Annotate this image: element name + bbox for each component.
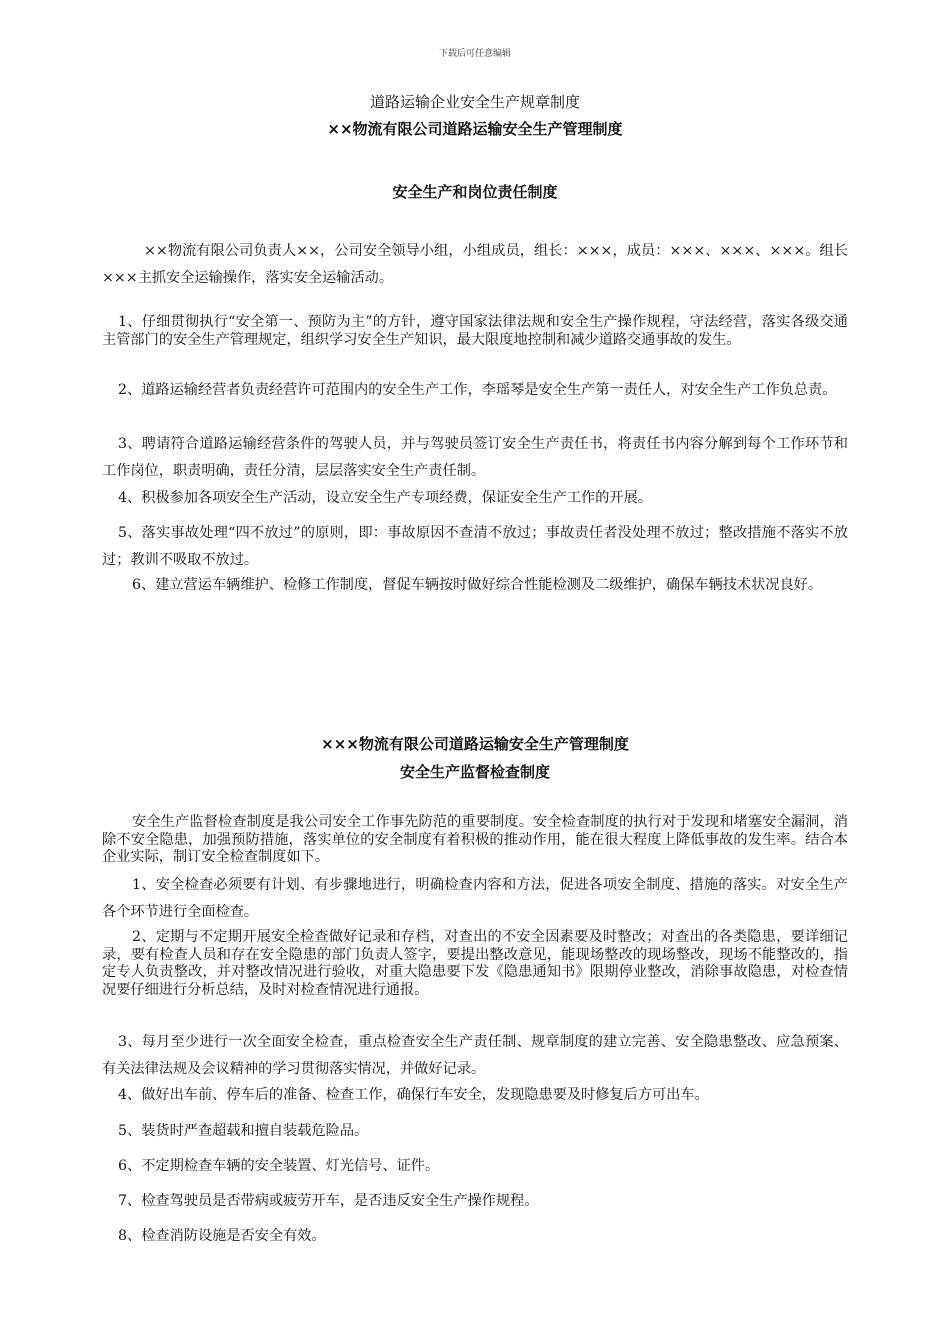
section1-intro: ××物流有限公司负责人××，公司安全领导小组，小组成员，组长：×××，成员：×××、×××、×××。组长×××主抓安全运输操作，落实安全运输活动。 <box>102 243 848 286</box>
section2-item-7: 7、检查驾驶员是否带病或疲劳开车，是否违反安全生产操作规程。 <box>118 1193 539 1209</box>
section1-item-1: 1、仔细贯彻执行“安全第一、预防为主”的方针，遵守国家法律法规和安全生产操作规程，守法经营，落实各级交通主管部门的安全生产管理规定，组织学习安全生产知识，最大限度地控制和减少道路交通事故的发生。 <box>102 314 848 348</box>
header-note: 下载后可任意编辑 <box>438 49 511 59</box>
document-title: 道路运输企业安全生产规章制度 <box>369 93 580 111</box>
section2-item-6: 6、不定期检查车辆的安全装置、灯光信号、证件。 <box>118 1158 440 1174</box>
section2-subtitle: 安全生产监督检查制度 <box>399 763 550 781</box>
section1-subtitle: 安全生产和岗位责任制度 <box>392 183 558 201</box>
section1-item-4: 4、积极参加各项安全生产活动，设立安全生产专项经费，保证安全生产工作的开展。 <box>118 490 652 506</box>
section2-company-title: ×××物流有限公司道路运输安全生产管理制度 <box>321 735 629 753</box>
section2-item-2: 2、定期与不定期开展安全检查做好记录和存档，对查出的不安全因素要及时整改；对查出的各类隐患，要详细记录，要有检查人员和存在安全隐患的部门负责人签字，要提出整改意见，能现场整改的现场整改，现场不能整改的，指定专人负责整改，并对整改情况进行验收，对重大隐患要下发《隐患通知书》限期停业整改，消除事故隐患，对检查情况要仔细进行分析总结，及时对检查情况进行通报。 <box>102 929 848 998</box>
section1-item-3: 3、聘请符合道路运输经营条件的驾驶人员，并与驾驶员签订安全生产责任书，将责任书内容分解到每个工作环节和工作岗位，职责明确，责任分清，层层落实安全生产责任制。 <box>102 436 848 479</box>
section2-item-8: 8、检查消防设施是否安全有效。 <box>118 1228 326 1244</box>
section2-item-4: 4、做好出车前、停车后的准备、检查工作，确保行车安全，发现隐患要及时修复后方可出车。 <box>118 1087 709 1103</box>
section2-item-1: 1、安全检查必须要有计划、有步骤地进行，明确检查内容和方法，促进各项安全制度、措施的落实。对安全生产各个环节进行全面检查。 <box>102 877 848 920</box>
section2-item-5: 5、装货时严查超载和擅自装载危险品。 <box>118 1123 369 1139</box>
section1-item-5: 5、落实事故处理“四不放过”的原则，即：事故原因不查清不放过；事故责任者没处理不放过；整改措施不落实不放过；教训不吸取不放过。 <box>102 525 848 568</box>
section1-item-6: 6、建立营运车辆维护、检修工作制度，督促车辆按时做好综合性能检测及二级维护，确保车辆技术状况良好。 <box>132 577 823 593</box>
section2-item-3: 3、每月至少进行一次全面安全检查，重点检查安全生产责任制、规章制度的建立完善、安全隐患整改、应急预案、有关法律法规及会议精神的学习贯彻落实情况，并做好记录。 <box>102 1034 848 1077</box>
section1-item-2: 2、道路运输经营者负责经营许可范围内的安全生产工作，李瑶琴是安全生产第一责任人，对安全生产工作负总责。 <box>118 382 837 398</box>
section2-intro: 安全生产监督检查制度是我公司安全工作事先防范的重要制度。安全检查制度的执行对于发现和堵塞安全漏洞，消除不安全隐患，加强预防措施，落实单位的安全制度有着积极的推动作用，能在很大程度上降低事故的发生率。结合本企业实际，制订安全检查制度如下。 <box>102 814 848 866</box>
section1-company-title: ××物流有限公司道路运输安全生产管理制度 <box>327 120 623 138</box>
